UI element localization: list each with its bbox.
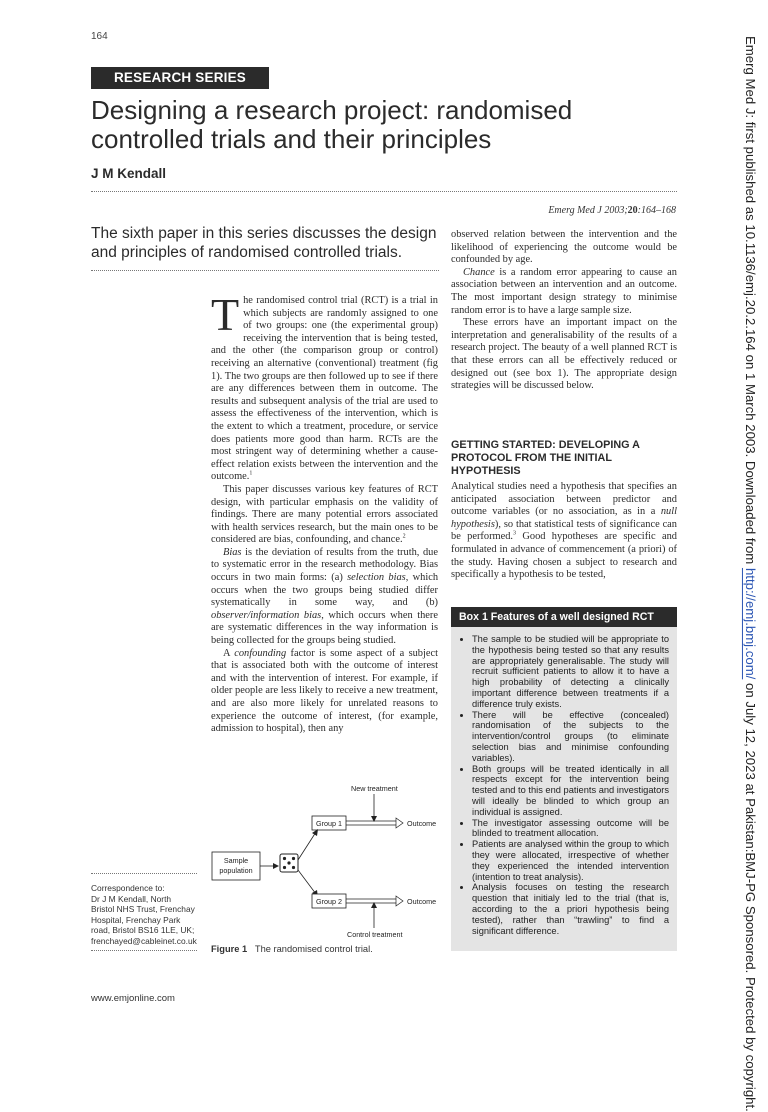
- arrow-dice-to-group1: [298, 832, 316, 860]
- correspondence-line: Bristol NHS Trust, Frenchay: [91, 904, 195, 915]
- correspondence-divider-top: [91, 873, 197, 874]
- box1-item: • The sample to be studied will be appropriate to the hypothesis being tested so that any results are appropriately generalisable. The study will recruit sufficient patients to allow it to have a high probability of detecting a clinically important difference between treatments if a difference truly exists.: [472, 634, 669, 710]
- box1-item: • Patients are analysed within the group to which they were allocated, irrespective of whether they experienced the intended intervention (intention to treat analysis).: [472, 839, 669, 882]
- header-divider: [91, 191, 677, 192]
- correspondence-divider-bottom: [91, 950, 197, 951]
- box1-title: Box 1 Features of a well designed RCT: [451, 607, 677, 627]
- dice-icon: [280, 854, 298, 872]
- body-column-1: [211, 289, 439, 736]
- label-control-treatment: Control treatment: [347, 930, 403, 939]
- box1-item: • There will be effective (concealed) randomisation of the subjects to the intervention/control groups (to eliminate selection bias and minimise confounding variables).: [472, 710, 669, 764]
- paragraph-features-text: This paper discusses various key features of RCT design, with particular emphasis on the validity of findings. There are many potential errors associated with health services research, but the main ones to be considered are bias, confounding, and chance.: [211, 483, 438, 546]
- paragraph-intro-text: he randomised control trial (RCT) is a trial in which subjects are randomly assigned to one of two groups: one (the experimental group) receiving the intervention that is being tested, and the other (the comparison group or control) receiving an alternative (conventional) treatment (fig 1). The two groups are then followed up to see if there are any differences between them in outcome. The results and subsequent analysis of the trial are used to assess the effectiveness of the intervention, which is the extent to which a treatment, procedure, or service does patients more good than harm. RCTs are the most stringent way of determining whether a cause-effect relation exists between the intervention and the outcome.: [211, 295, 438, 483]
- footnote-ref: 3: [513, 530, 517, 537]
- footnote-ref: 1: [249, 470, 253, 477]
- arrow-dice-to-group2: [298, 870, 316, 894]
- journal-link[interactable]: http://emj.bmj.com/: [743, 567, 758, 680]
- figure-1-diagram: [206, 780, 442, 945]
- term-selection-bias: selection bias: [347, 572, 406, 584]
- box1-item: • Analysis focuses on testing the research question that initialy led to the trial (that is, according to the a priori hypothesis being tested), rather than “trawling” to find a significant difference.: [472, 882, 669, 936]
- paragraph-errors: These errors have an important impact on the interpretation and generalisability of the results of a research project. The beauty of a well planned RCT is that these errors can all be effectively reduced or designed out (see box 1). The appropriate design strategies will be discussed below.: [451, 317, 677, 392]
- box1-body: [451, 627, 677, 951]
- figure-caption: [211, 944, 373, 954]
- body-column-2-bottom: [451, 481, 677, 582]
- citation-pages: :164–168: [637, 205, 676, 216]
- label-group-2: Group 2: [316, 897, 342, 906]
- abstract: The sixth paper in this series discusses the design and principles of randomised controlled trials.: [91, 225, 437, 261]
- download-notice: [743, 36, 758, 1112]
- correspondence-line: road, Bristol BS16 1LE, UK;: [91, 925, 195, 936]
- paragraph-chance: [451, 267, 677, 317]
- citation-journal: Emerg Med J: [548, 205, 602, 216]
- paragraph-features: [211, 484, 438, 547]
- correspondence-line: Dr J M Kendall, North: [91, 893, 172, 904]
- paragraph-confounding: [211, 648, 438, 736]
- citation: [548, 205, 676, 216]
- paragraph-chance-text: is a random error appearing to cause an association between an intervention and an outcome. The most important design strategy to minimise random error is to have a large sample size.: [451, 266, 677, 316]
- paragraph-confounding-text: A: [223, 647, 235, 659]
- paragraph-bias-text: , which occurs when the two groups being studied differ systematically in some way, and (b): [211, 572, 439, 609]
- term-chance: Chance: [463, 266, 495, 278]
- dropcap: T: [211, 289, 240, 340]
- label-new-treatment: New treatment: [351, 784, 398, 793]
- article-title: Designing a research project: randomised controlled trials and their principles: [91, 95, 573, 154]
- arrowhead: [273, 863, 279, 869]
- label-outcome-1: Outcome: [407, 819, 437, 828]
- correspondence-line: Correspondence to:: [91, 883, 165, 893]
- correspondence-email[interactable]: frenchayed@cableinet.co.uk: [91, 935, 197, 946]
- download-notice-text: Emerg Med J: first published as 10.1136/emj.20.2.164 on 1 March 2003. Downloaded from: [743, 36, 758, 568]
- label-outcome-2: Outcome: [407, 897, 437, 906]
- paragraph-intro: [211, 289, 438, 484]
- figure-caption-text: The randomised control trial.: [254, 944, 373, 954]
- arrowhead: [396, 896, 403, 906]
- correspondence: [91, 883, 206, 947]
- figure-caption-label: Figure 1: [211, 944, 248, 954]
- author: J M Kendall: [91, 166, 167, 181]
- term-null-hypothesis: null hypothesis: [451, 506, 677, 530]
- section-heading: GETTING STARTED: DEVELOPING A PROTOCOL FROM THE INITIAL HYPOTHESIS: [451, 439, 640, 477]
- paragraph-hypothesis-text: Good hypotheses are specific and formulated in advance of commencement (a priori) of the study. Having chosen a subject to research and specifically a hypothesis to be tested,: [451, 531, 678, 581]
- term-bias: Bias: [223, 546, 242, 558]
- page-number: 164: [91, 31, 108, 42]
- footer-url[interactable]: www.emjonline.com: [91, 993, 175, 1004]
- abstract-divider: [91, 270, 439, 271]
- download-notice-sidebar: [741, 36, 761, 1112]
- paragraph-hypothesis-text: Analytical studies need a hypothesis that specifies an anticipated association between predictor and outcome variables (or no association, as in a: [451, 481, 677, 518]
- label-sample: Sample: [223, 856, 249, 865]
- label-population: population: [219, 866, 253, 875]
- download-notice-text: on July 12, 2023 at Pakistan:BMJ-PG Sponsored. Protected by copyright.: [743, 679, 758, 1112]
- series-label: RESEARCH SERIES: [91, 67, 269, 89]
- paragraph-continued: observed relation between the intervention and the likelihood of experiencing the outcome would be confounded by age.: [451, 229, 677, 266]
- footnote-ref: 2: [402, 533, 406, 540]
- box1-item: • Both groups will be treated identically in all respects except for the intervention being tested and to this end patients and investigators will ideally be blinded to which group an individual is assigned.: [472, 764, 669, 818]
- citation-volume: 20: [627, 205, 638, 216]
- term-observer-bias: observer/information bias: [211, 609, 322, 621]
- term-confounding: confounding: [234, 647, 287, 659]
- label-group-1: Group 1: [316, 819, 342, 828]
- paragraph-bias-text: is the deviation of results from the truth, due to systematic error in the research methodology. Bias occurs in two main forms: (a): [211, 546, 438, 584]
- body-column-2-top: [451, 229, 677, 393]
- paragraph-hypothesis-text: ), so that statistical tests of significance can be performed.: [451, 518, 677, 543]
- arrowhead: [396, 818, 403, 828]
- citation-year: 2003;: [604, 205, 628, 216]
- paragraph-bias-text: , which occurs when there are systematic differences in the way information is being collected for the groups being studied.: [211, 609, 438, 647]
- paragraph-hypothesis: [451, 481, 677, 582]
- box1-list: [459, 634, 669, 936]
- paragraph-bias: [211, 547, 438, 648]
- correspondence-line: Hospital, Frenchay Park: [91, 914, 181, 925]
- paragraph-confounding-text: factor is some aspect of a subject that is associated both with the outcome of interest and with the intervention of interest. For example, if older people are less likely to receive a new treatment, and are also more likely for unrelated reasons to experience the outcome of interest, (for example, admission to hospital), then any: [211, 647, 439, 735]
- box1-item: • The investigator assessing outcome will be blinded to treatment allocation.: [472, 818, 669, 840]
